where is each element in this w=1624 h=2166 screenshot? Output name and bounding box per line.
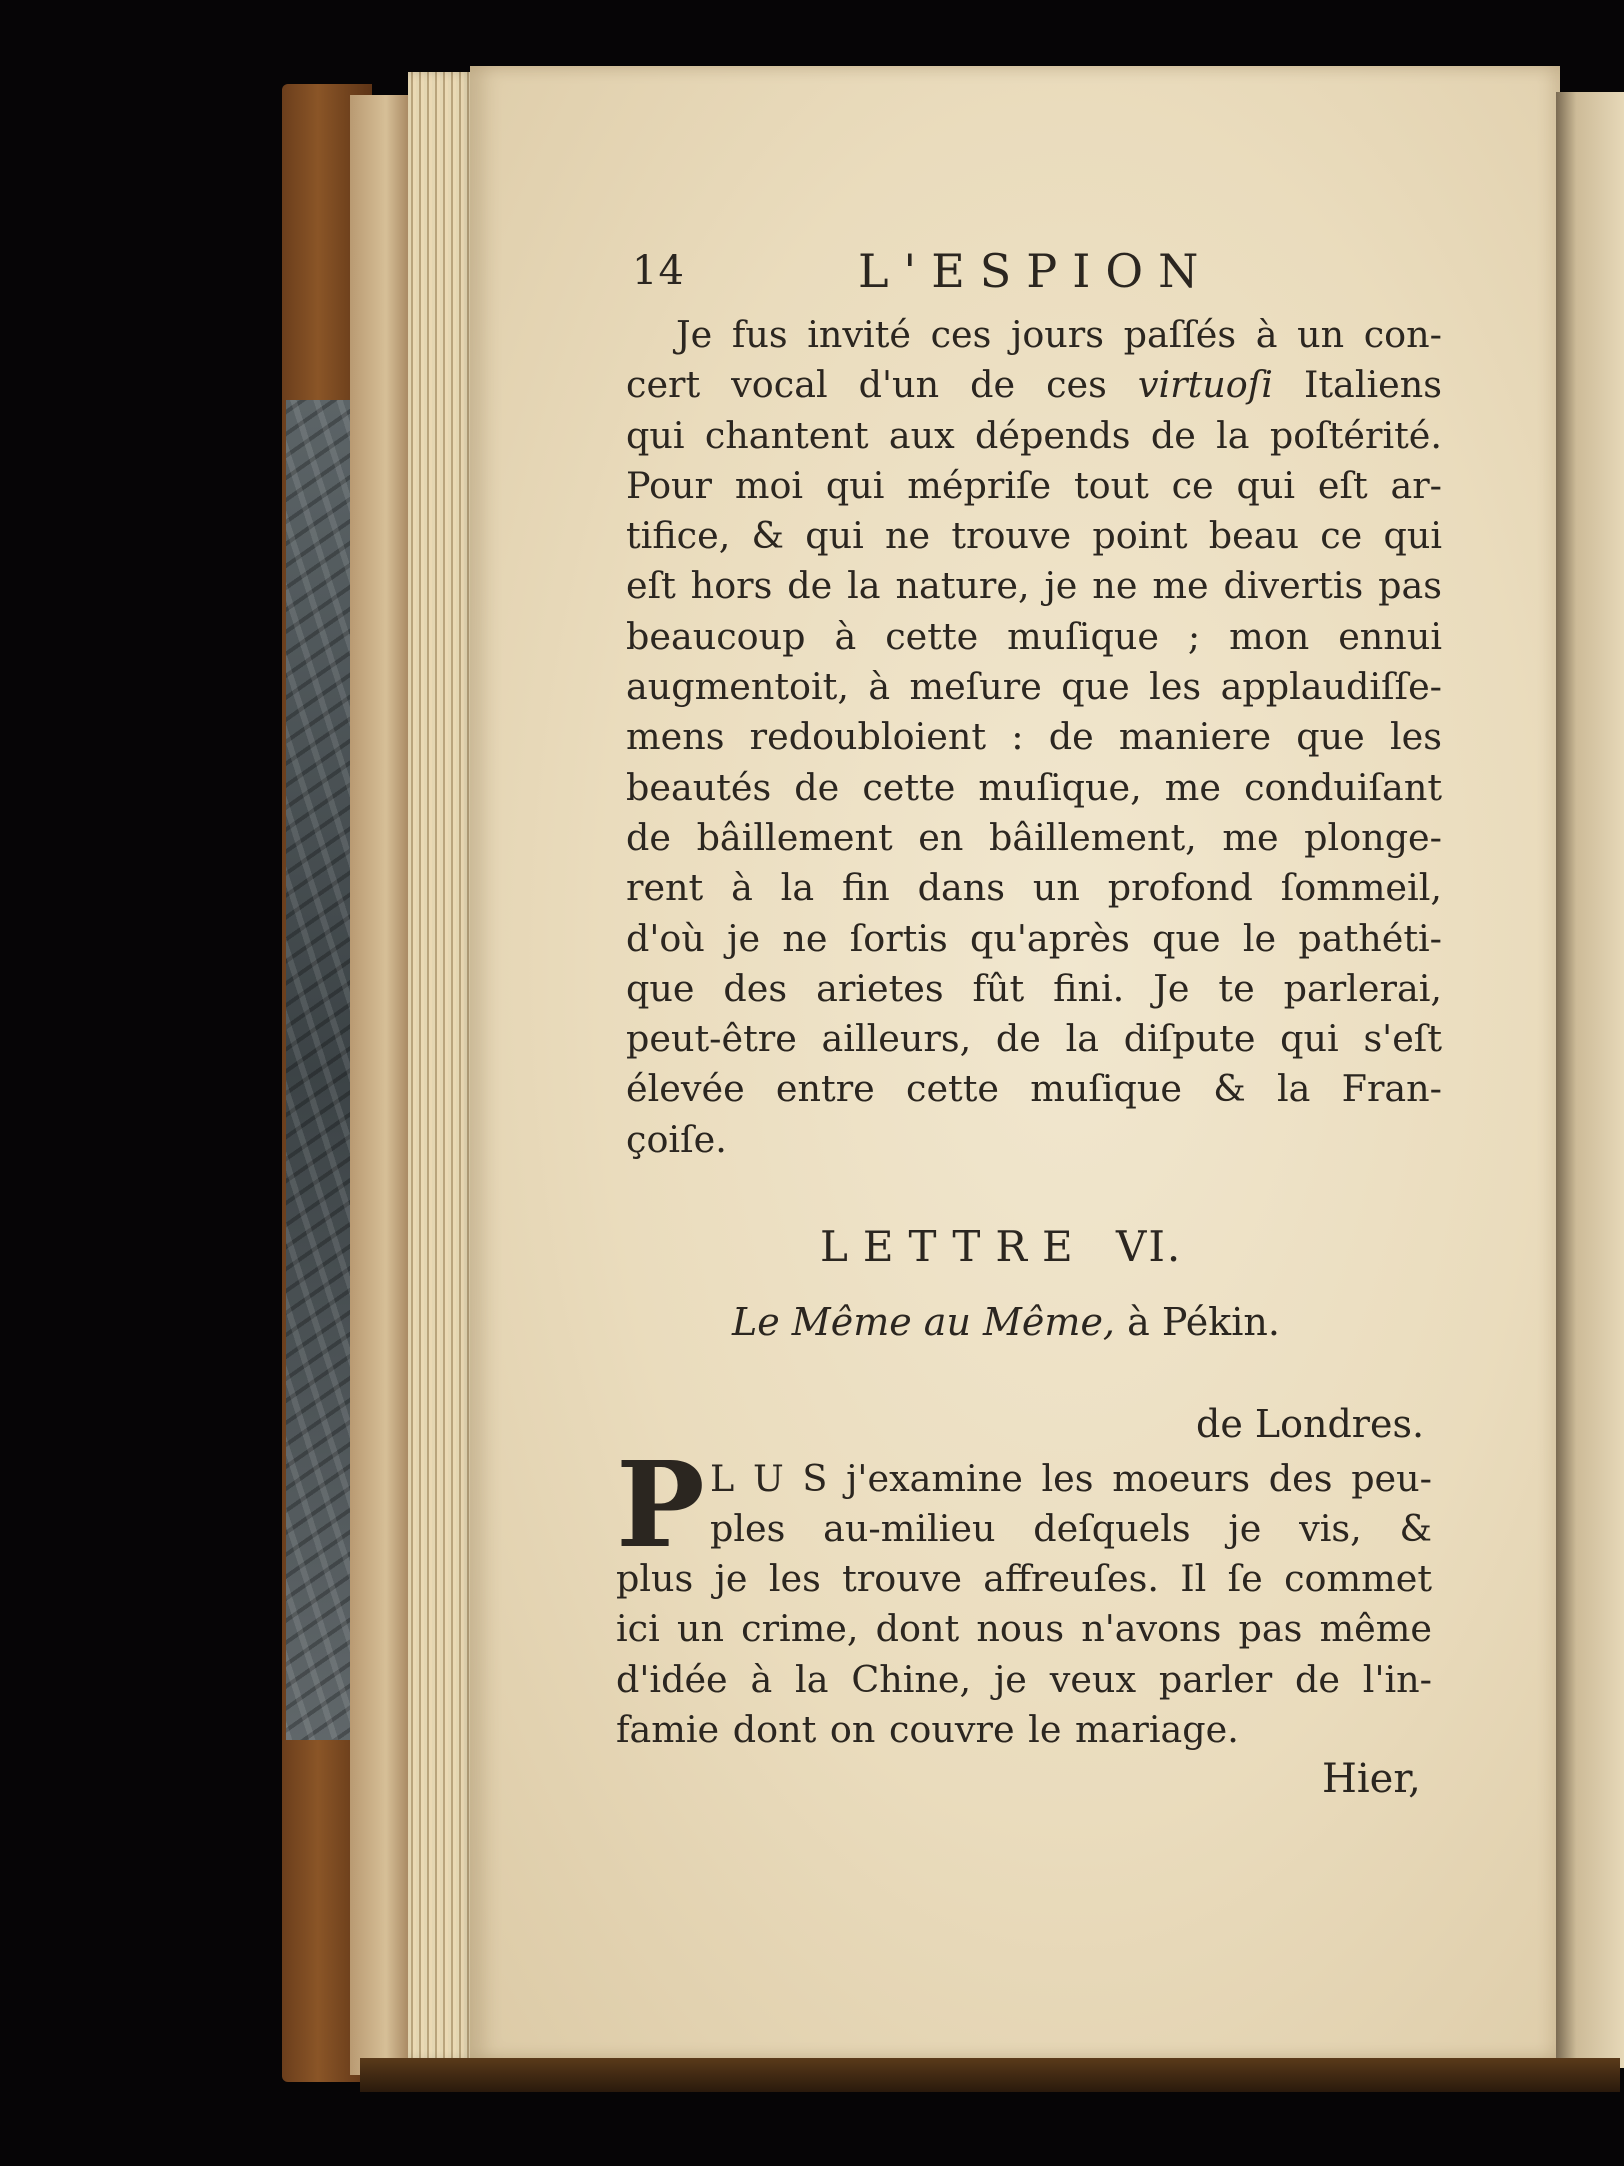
subheading-italic: Le Même au Même, xyxy=(732,1300,1116,1344)
text-line: rent à la fin dans un profond ſommeil, xyxy=(626,866,1442,910)
letter-heading xyxy=(820,1222,1182,1271)
text-line-end: Italiens xyxy=(1272,363,1442,407)
text-line: d'idée à la Chine, je veux parler de l'in- xyxy=(616,1657,1432,1701)
text-line: que des arietes fût fini. Je te parlerai, xyxy=(626,966,1442,1010)
text-line: ici un crime, dont nous n'avons pas même xyxy=(616,1607,1432,1651)
letter-subheading xyxy=(732,1300,1280,1344)
letter-heading-word: LETTRE xyxy=(820,1222,1088,1271)
text-line: ples au-milieu deſquels je vis, & xyxy=(710,1507,1432,1551)
text-line: famie dont on couvre le mariage. xyxy=(616,1707,1239,1751)
text-line: élevée entre cette muſique & la Fran- xyxy=(626,1067,1442,1111)
subheading-plain: à Pékin. xyxy=(1115,1300,1280,1344)
text-line: plus je les trouve affreuſes. Il ſe commet xyxy=(616,1557,1432,1600)
text-line: çoiſe. xyxy=(626,1117,727,1161)
letter-place: de Londres. xyxy=(1196,1402,1425,1446)
text-line: tifice, & qui ne trouve point beau ce qui xyxy=(626,514,1442,558)
text-line: Je fus invité ces jours paſſés à un con- xyxy=(676,313,1442,356)
text-line: d'où je ne ſortis qu'après que le pathéti- xyxy=(626,916,1442,960)
text-line: mens redoubloient : de maniere que les xyxy=(626,715,1442,759)
italic-word: virtuoſi xyxy=(1137,363,1273,407)
text-line: beautés de cette muſique, me conduiſant xyxy=(626,765,1442,809)
text-line: beaucoup à cette muſique ; mon ennui xyxy=(626,614,1442,658)
page-number: 14 xyxy=(632,248,685,294)
text-line xyxy=(626,360,1442,410)
text-line: eſt hors de la nature, je ne me divertis pas xyxy=(626,564,1442,608)
text-line: L U S j'examine les moeurs des peu- xyxy=(710,1457,1432,1500)
catchword: Hier, xyxy=(1322,1756,1421,1802)
text-line: augmentoit, à meſure que les applaudiſſe- xyxy=(626,665,1442,709)
text-line: de bâillement en bâillement, me plonge- xyxy=(626,815,1442,859)
text-line: peut-être ailleurs, de la diſpute qui s'eſt xyxy=(626,1017,1442,1061)
text-line-start: cert vocal d'un de ces xyxy=(626,363,1138,407)
paragraph-2 xyxy=(616,1554,1432,1755)
drop-cap: P xyxy=(616,1435,705,1574)
paragraph-2-indented xyxy=(710,1454,1432,1555)
paragraph-1 xyxy=(626,310,1442,1165)
running-title: L'ESPION xyxy=(858,244,1214,298)
letter-number: VI. xyxy=(1116,1222,1183,1271)
text-line: qui chantent aux dépends de la poſtérité. xyxy=(626,413,1442,457)
text-line: Pour moi qui mépriſe tout ce qui eſt ar- xyxy=(626,463,1442,507)
